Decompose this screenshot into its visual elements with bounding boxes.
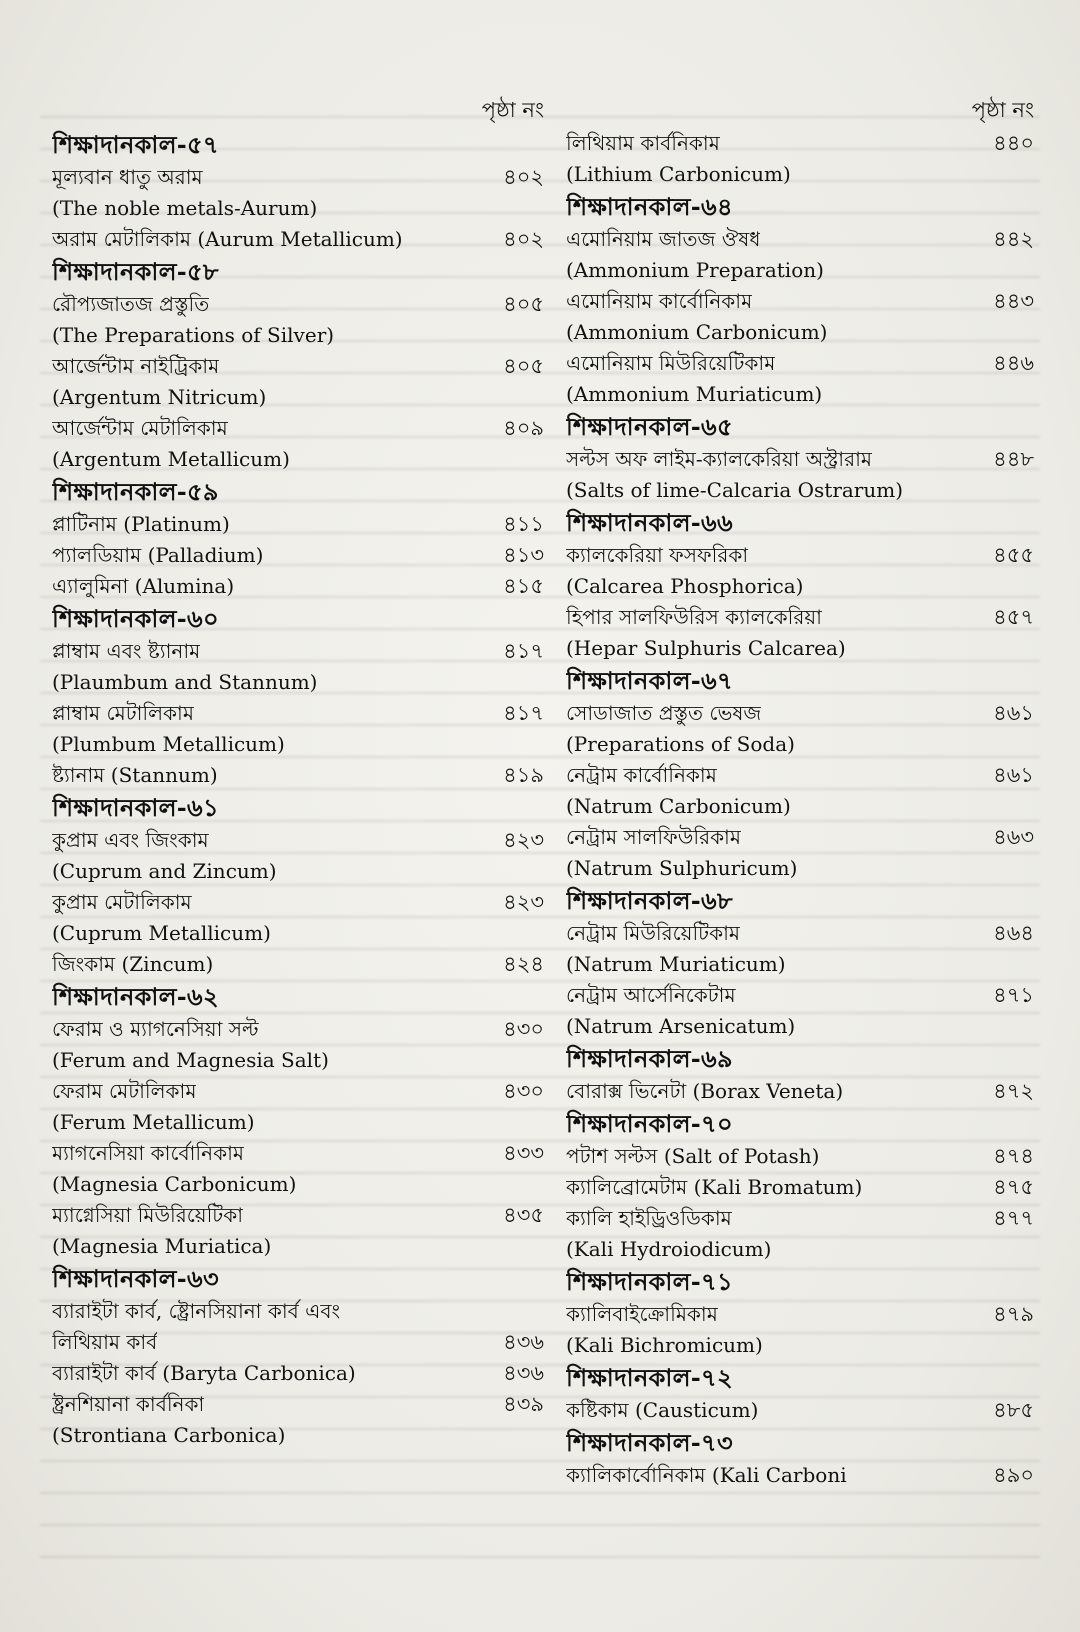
entry-title: সোডাজাত প্রস্তুত ভেষজ (566, 701, 762, 725)
entry-title: পটাশ সল্টস (Salt of Potash) (566, 1144, 820, 1168)
section-title: শিক্ষাদানকাল-৭২ (566, 1363, 733, 1392)
section-heading (566, 1361, 1034, 1395)
entry-title: নেট্রাম কার্বোনিকাম (566, 763, 717, 787)
toc-entry (52, 1014, 544, 1045)
entry-title: (Cuprum and Zincum) (52, 859, 277, 883)
toc-entry (566, 1460, 1034, 1491)
page-number: ৪০২ (503, 165, 544, 189)
entry-subtitle (566, 949, 1034, 980)
section-heading (566, 1042, 1034, 1076)
toc-entry (566, 980, 1034, 1011)
toc-entry (566, 918, 1034, 949)
entry-subtitle (566, 853, 1034, 884)
entry-title: কুপ্রাম মেটালিকাম (52, 890, 192, 914)
entry-title: হিপার সালফিউরিস ক্যালকেরিয়া (566, 605, 822, 629)
entry-title: (Kali Hydroiodicum) (566, 1237, 772, 1261)
entry-title: (Ammonium Muriaticum) (566, 382, 823, 406)
page-number: ৪৮৫ (993, 1398, 1034, 1422)
toc-entry (566, 1203, 1034, 1234)
entry-title: রৌপ্যজাতজ প্রস্তুতি (52, 292, 210, 316)
entry-title: (Ammonium Preparation) (566, 258, 824, 282)
entry-title: (Natrum Arsenicatum) (566, 1014, 796, 1038)
entry-title: প্লাম্বাম মেটালিকাম (52, 701, 194, 725)
entry-subtitle (566, 571, 1034, 602)
entry-title: (The noble metals-Aurum) (52, 196, 318, 220)
page-number: ৪৪৬ (993, 351, 1034, 375)
page-number: ৪৪০ (993, 131, 1034, 155)
entry-title: (Argentum Nitricum) (52, 385, 267, 409)
entry-title: ম্যাগ্নেসিয়া মিউরিয়েটিকা (52, 1203, 243, 1227)
entry-subtitle (566, 255, 1034, 286)
page-number: ৪৫৭ (993, 605, 1034, 629)
toc-entry (566, 1299, 1034, 1330)
section-heading (52, 980, 544, 1014)
page-number: ৪১৭ (503, 639, 544, 663)
page-number: ৪৬৪ (993, 921, 1034, 945)
page-number: ৪৯০ (993, 1463, 1034, 1487)
toc-entry (52, 636, 544, 667)
section-heading (566, 190, 1034, 224)
toc-entry (566, 540, 1034, 571)
section-title: শিক্ষাদানকাল-৬২ (52, 982, 219, 1011)
toc-entry (566, 286, 1034, 317)
entry-title: নেট্রাম সালফিউরিকাম (566, 825, 741, 849)
page-number: ৪১৫ (503, 574, 544, 598)
entry-subtitle (52, 1420, 544, 1451)
entry-title: নেট্রাম আর্সেনিকেটাম (566, 983, 736, 1007)
toc-entry (52, 760, 544, 791)
section-title: শিক্ষাদানকাল-৬৯ (566, 1044, 733, 1073)
page-number: ৪৬১ (993, 763, 1034, 787)
entry-subtitle (566, 729, 1034, 760)
entry-subtitle (566, 1234, 1034, 1265)
entry-title: (Plaumbum and Stannum) (52, 670, 318, 694)
entry-title: (Ferum and Magnesia Salt) (52, 1048, 329, 1072)
page-number: ৪৪৩ (993, 289, 1034, 313)
toc-entry (52, 1327, 544, 1358)
page-number-heading-left: পৃষ্ঠা নং (481, 98, 544, 122)
entry-subtitle (52, 382, 544, 413)
entry-subtitle (566, 1330, 1034, 1361)
entry-title: এমোনিয়াম জাতজ ঔষধ (566, 227, 761, 251)
entry-title: মূল্যবান ধাতু অরাম (52, 165, 203, 189)
page-number: ৪১১ (503, 512, 544, 536)
entry-title: (Natrum Sulphuricum) (566, 856, 798, 880)
entry-subtitle (566, 379, 1034, 410)
page-number: ৪৪২ (993, 227, 1034, 251)
entry-subtitle (566, 317, 1034, 348)
toc-entry (52, 413, 544, 444)
entry-subtitle (566, 475, 1034, 506)
entry-title: এমোনিয়াম কার্বোনিকাম (566, 289, 753, 313)
entry-title: (Natrum Carbonicum) (566, 794, 791, 818)
toc-entry (52, 1076, 544, 1107)
entry-title: ম্যাগনেসিয়া কার্বোনিকাম (52, 1141, 244, 1165)
section-heading (566, 410, 1034, 444)
entry-title: (Magnesia Muriatica) (52, 1234, 272, 1258)
page-number: ৪৭৪ (993, 1144, 1034, 1168)
toc-entry (52, 1200, 544, 1231)
toc-entry (566, 760, 1034, 791)
section-heading (566, 884, 1034, 918)
toc-entry (52, 224, 544, 255)
entry-title: আর্জেন্টাম নাইট্রিকাম (52, 354, 220, 378)
toc-entry (52, 1138, 544, 1169)
section-title: শিক্ষাদানকাল-৫৮ (52, 257, 219, 286)
section-title: শিক্ষাদানকাল-৬৬ (566, 508, 733, 537)
entry-title: ব্যারাইটা কার্ব, ষ্ট্রোনসিয়ানা কার্ব এবং (52, 1299, 341, 1323)
entry-title: সল্টস অফ লাইম-ক্যালকেরিয়া অস্ট্রারাম (566, 447, 873, 471)
toc-entry (566, 348, 1034, 379)
toc-entry (566, 822, 1034, 853)
section-heading (566, 664, 1034, 698)
toc-entry (52, 825, 544, 856)
entry-subtitle (566, 1011, 1034, 1042)
page-number: ৪১৩ (503, 543, 544, 567)
page-number: ৪৩৬ (503, 1361, 544, 1385)
toc-entry (566, 698, 1034, 729)
page-number: ৪৫৫ (993, 543, 1034, 567)
entry-title: ব্যারাইটা কার্ব (Baryta Carbonica) (52, 1361, 356, 1385)
toc-entry (566, 128, 1034, 159)
right-column (566, 92, 1034, 1491)
entry-title: প্লাম্বাম এবং ষ্ট্যানাম (52, 639, 201, 663)
entry-title: লিথিয়াম কার্বনিকাম (566, 131, 720, 155)
entry-title: (Ammonium Carbonicum) (566, 320, 828, 344)
section-title: শিক্ষাদানকাল-৭০ (566, 1109, 733, 1138)
toc-entry (52, 1296, 544, 1327)
entry-title: (Kali Bichromicum) (566, 1333, 763, 1357)
entry-title: অরাম মেটালিকাম (Aurum Metallicum) (52, 227, 403, 251)
entry-title: ক্যালিব্রোমেটাম (Kali Bromatum) (566, 1175, 863, 1199)
toc-entry (52, 540, 544, 571)
entry-title: (Lithium Carbonicum) (566, 162, 791, 186)
entry-title: (The Preparations of Silver) (52, 323, 335, 347)
entry-title: (Ferum Metallicum) (52, 1110, 255, 1134)
entry-title: লিথিয়াম কার্ব (52, 1330, 158, 1354)
section-title: শিক্ষাদানকাল-৬১ (52, 793, 219, 822)
toc-entry (52, 162, 544, 193)
section-title: শিক্ষাদানকাল-৬০ (52, 604, 219, 633)
entry-title: প্লাটিনাম (Platinum) (52, 512, 230, 536)
page-number: ৪৩৯ (503, 1392, 544, 1416)
toc-entry (52, 351, 544, 382)
page-number: ৪৬৩ (993, 825, 1034, 849)
entry-title: ফেরাম মেটালিকাম (52, 1079, 197, 1103)
page-number: ৪১৭ (503, 701, 544, 725)
entry-subtitle (52, 856, 544, 887)
section-title: শিক্ষাদানকাল-৬৮ (566, 886, 733, 915)
section-heading (566, 1265, 1034, 1299)
page-number: ৪৭৫ (993, 1175, 1034, 1199)
entry-title: (Magnesia Carbonicum) (52, 1172, 297, 1196)
toc-entry (52, 1389, 544, 1420)
entry-subtitle (52, 1045, 544, 1076)
entry-title: নেট্রাম মিউরিয়েটিকাম (566, 921, 740, 945)
entry-subtitle (566, 159, 1034, 190)
entry-title: (Cuprum Metallicum) (52, 921, 271, 945)
entry-title: কুপ্রাম এবং জিংকাম (52, 828, 209, 852)
entry-title: (Salts of lime-Calcaria Ostrarum) (566, 478, 904, 502)
entry-subtitle (52, 320, 544, 351)
section-heading (52, 128, 544, 162)
entry-title: জিংকাম (Zincum) (52, 952, 214, 976)
section-title: শিক্ষাদানকাল-৬৫ (566, 412, 733, 441)
page-number: ৪২৩ (503, 828, 544, 852)
section-title: শিক্ষাদানকাল-৬৪ (566, 192, 733, 221)
page-number: ৪৬১ (993, 701, 1034, 725)
entry-title: ষ্ট্যানাম (Stannum) (52, 763, 218, 787)
entry-title: (Strontiana Carbonica) (52, 1423, 286, 1447)
section-heading (566, 1107, 1034, 1141)
section-heading (52, 475, 544, 509)
page-number: ৪০৫ (503, 292, 544, 316)
page-number: ৪৩৩ (503, 1141, 544, 1165)
page-number: ৪২৩ (503, 890, 544, 914)
entry-title: প্যালডিয়াম (Palladium) (52, 543, 264, 567)
page-number: ৪০২ (503, 227, 544, 251)
section-title: শিক্ষাদানকাল-৭১ (566, 1267, 733, 1296)
entry-title: ক্যালি হাইড্রিওডিকাম (566, 1206, 732, 1230)
page-number: ৪৩০ (503, 1017, 544, 1041)
entry-title: (Calcarea Phosphorica) (566, 574, 804, 598)
page-number: ৪৭৭ (993, 1206, 1034, 1230)
toc-entry (52, 509, 544, 540)
entry-subtitle (52, 193, 544, 224)
page-number: ৪০৫ (503, 354, 544, 378)
entry-title: (Argentum Metallicum) (52, 447, 290, 471)
entry-title: (Natrum Muriaticum) (566, 952, 786, 976)
page-number: ৪৩০ (503, 1079, 544, 1103)
entry-title: ক্যালিবাইক্রোমিকাম (566, 1302, 718, 1326)
entry-title: ক্যালিকার্বোনিকাম (Kali Carboni (566, 1463, 847, 1487)
toc-entry (52, 949, 544, 980)
entry-title: বোরাক্স ভিনেটা (Borax Veneta) (566, 1079, 844, 1103)
entry-title: এমোনিয়াম মিউরিয়েটিকাম (566, 351, 776, 375)
entry-subtitle (52, 444, 544, 475)
entry-title: ফেরাম ও ম্যাগনেসিয়া সল্ট (52, 1017, 259, 1041)
page-number: ৪৭২ (993, 1079, 1034, 1103)
entry-subtitle (566, 633, 1034, 664)
entry-subtitle (52, 729, 544, 760)
entry-title: ক্যালকেরিয়া ফসফরিকা (566, 543, 749, 567)
section-heading (52, 602, 544, 636)
page-number: ৪১৯ (503, 763, 544, 787)
entry-title: (Hepar Sulphuris Calcarea) (566, 636, 846, 660)
toc-entry (566, 1141, 1034, 1172)
entry-subtitle (52, 918, 544, 949)
section-title: শিক্ষাদানকাল-৭৩ (566, 1428, 733, 1457)
toc-entry (52, 1358, 544, 1389)
entry-subtitle (52, 667, 544, 698)
page-number: ৪৭৯ (993, 1302, 1034, 1326)
page-number-heading-right: পৃষ্ঠা নং (971, 98, 1034, 122)
entry-subtitle (52, 1231, 544, 1262)
section-heading (566, 1426, 1034, 1460)
toc-entry (566, 1395, 1034, 1426)
section-title: শিক্ষাদানকাল-৫৯ (52, 477, 219, 506)
toc-entry (52, 887, 544, 918)
left-column (52, 92, 544, 1451)
entry-subtitle (52, 1169, 544, 1200)
toc-entry (566, 444, 1034, 475)
section-heading (52, 255, 544, 289)
page-number: ৪২৪ (503, 952, 544, 976)
entry-title: ষ্ট্রনশিয়ানা কার্বনিকা (52, 1392, 205, 1416)
page-number: ৪৩৫ (503, 1203, 544, 1227)
section-heading (566, 506, 1034, 540)
page-number: ৪৩৬ (503, 1330, 544, 1354)
entry-title: আর্জেন্টাম মেটালিকাম (52, 416, 228, 440)
left-toc-list (52, 128, 544, 1451)
page-number: ৪৪৮ (993, 447, 1034, 471)
toc-entry (566, 602, 1034, 633)
entry-title: (Plumbum Metallicum) (52, 732, 285, 756)
toc-entry (52, 571, 544, 602)
page-number: ৪০৯ (503, 416, 544, 440)
entry-title: কষ্টিকাম (Causticum) (566, 1398, 759, 1422)
page-number: ৪৭১ (993, 983, 1034, 1007)
toc-entry (566, 1076, 1034, 1107)
toc-entry (566, 224, 1034, 255)
entry-subtitle (52, 1107, 544, 1138)
entry-title: (Preparations of Soda) (566, 732, 795, 756)
entry-subtitle (566, 791, 1034, 822)
toc-entry (52, 289, 544, 320)
section-heading (52, 791, 544, 825)
toc-entry (52, 698, 544, 729)
entry-title: এ্যালুমিনা (Alumina) (52, 574, 235, 598)
toc-entry (566, 1172, 1034, 1203)
right-toc-list (566, 128, 1034, 1491)
section-title: শিক্ষাদানকাল-৬৩ (52, 1264, 219, 1293)
section-title: শিক্ষাদানকাল-৫৭ (52, 130, 219, 159)
section-heading (52, 1262, 544, 1296)
section-title: শিক্ষাদানকাল-৬৭ (566, 666, 733, 695)
